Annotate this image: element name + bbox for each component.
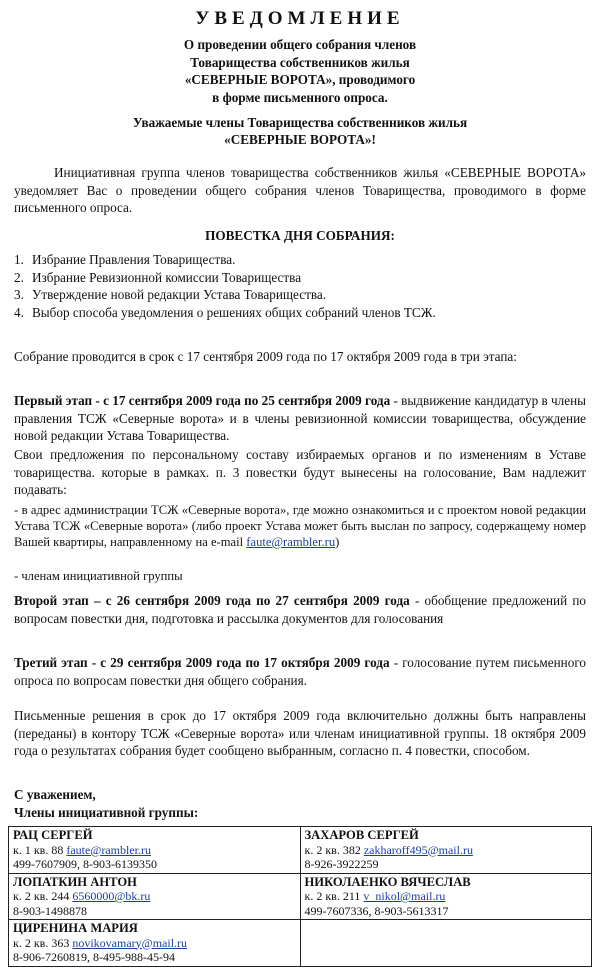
doc-title: УВЕДОМЛЕНИЕ [195,8,405,29]
intro-paragraph: Инициативная группа членов товарищества собственников жилья «СЕВЕРНЫЕ ВОРОТА» уведомляет Вас о проведении общего собрания членов Товарищества, проводимого в форме письменного опроса. [14,165,586,215]
contact-phone: 8-903-1498878 [13,903,87,918]
contact-apt: к. 2 кв. 363 [13,935,73,950]
contact-name: ЛОПАТКИН АНТОН [13,874,137,889]
stage-3-text: - голосование путем письменного опроса по вопросам повестки дня общего собрания. [14,655,586,688]
greeting-line-2: «СЕВЕРНЫЕ ВОРОТА»! [224,132,376,147]
contact-address [305,843,588,858]
table-row [9,827,592,874]
table-row [9,873,592,920]
subtitle-line-1: О проведении общего собрания членов [183,37,417,52]
stage-2-text: - обобщение предложений по вопросам повестки дня, подготовка и рассылка документов для голосования [14,593,586,626]
table-row [9,920,592,967]
email-link[interactable]: faute@rambler.ru [246,535,336,549]
contact-name: РАЦ СЕРГЕЙ [13,828,93,842]
contact-email[interactable]: faute@rambler.ru [66,842,152,857]
contact-email[interactable]: novikovamary@mail.ru [72,935,188,950]
subtitle-line-4: в форме письменного опроса. [212,90,388,105]
agenda-list [14,251,574,321]
agenda-text: Выбор способа уведомления о решениях общих собраний членов ТСЖ. [32,304,436,320]
agenda-num: 1. [14,252,24,267]
contact-cell [300,873,592,920]
agenda-heading: ПОВЕСТКА ДНЯ СОБРАНИЯ: [205,228,395,243]
signature-line-1: С уважением, [14,787,96,802]
contact-cell [9,827,301,874]
contact-apt: к. 2 кв. 382 [304,842,364,857]
contact-phone: 499-7607909, 8-903-6139350 [13,857,157,871]
bullet-end: ) [335,535,340,549]
contact-name: ЦИРЕНИНА МАРИЯ [13,921,138,935]
stage-1 [14,392,586,445]
empty-cell [300,920,592,967]
stage-2 [14,592,586,627]
contact-address [13,843,296,858]
contact-phone: 8-906-7260819, 8-495-988-45-94 [13,950,175,964]
contact-email[interactable]: 6560000@bk.ru [72,889,151,903]
contact-address [305,889,588,904]
contact-name: ЗАХАРОВ СЕРГЕЙ [304,828,419,842]
contact-cell [300,827,592,874]
schedule-intro: Собрание проводится в срок с 17 сентября 2009 года по 17 октября 2009 года в три этапа: [14,349,517,364]
agenda-item [14,304,574,322]
contact-cell [9,873,301,920]
stage-1-proposals: Свои предложения по персональному составу избираемых органов и по изменениям в Уставе товарищества. которые в рамках. п. 3 повестки будут вынесены на голосование, Вам надлежит подавать: [14,447,586,497]
subtitle-line-2: Товарищества собственников жилья [190,55,410,70]
agenda-num: 3. [14,287,24,302]
agenda-item [14,251,574,269]
contact-email[interactable]: zakharoff495@mail.ru [363,842,473,857]
stage-1-bullet-2: - членам инициативной группы [14,569,183,583]
agenda-num: 2. [14,269,24,285]
greeting-line-1: Уважаемые члены Товарищества собственников жилья [132,115,468,130]
stage-1-label: Первый этап - с 17 сентября 2009 года по 25 сентября 2009 года [14,393,391,408]
agenda-text: Утверждение новой редакции Устава Товарищества. [32,287,327,302]
agenda-num: 4. [14,304,24,320]
agenda-item [14,269,574,287]
contact-address [13,889,296,904]
contact-phone: 499-7607336, 8-903-5613317 [304,903,449,918]
agenda-text: Избрание Правления Товарищества. [32,252,236,267]
stage-1-bullet-1 [14,502,586,550]
contact-apt: к. 1 кв. 88 [13,842,67,857]
contact-name: НИКОЛАЕНКО ВЯЧЕСЛАВ [304,874,471,889]
contact-apt: к. 2 кв. 244 [13,889,73,903]
contact-email[interactable]: v_nikol@mail.ru [363,889,446,903]
subtitle-line-3: «СЕВЕРНЫЕ ВОРОТА», проводимого [184,72,416,87]
stage-2-label: Второй этап – с 26 сентября 2009 года по 27 сентября 2009 года [14,593,410,608]
agenda-text: Избрание Ревизионной комиссии Товарищества [32,269,302,285]
contact-apt: к. 2 кв. 211 [304,889,364,903]
contact-address [13,936,296,951]
stage-1-text: - выдвижение кандидатур в члены правления ТСЖ «Северные ворота» и в члены ревизионной комиссии товарищества, обсуждение новой редакции Устава Товарищества. [14,393,587,443]
bullet-text: - в адрес администрации ТСЖ «Северные ворота», где можно ознакомиться и с проектом новой редакции Устава ТСЖ «Северные ворота» (либо проект Устава может быть выслан по запросу, содержащему номер Вашей квартиры, направленному на e-mail [14,503,586,549]
contact-cell [9,920,301,967]
closing-paragraph: Письменные решения в срок до 17 октября 2009 года включительно должны быть направлены (переданы) в контору ТСЖ «Северные ворота» или членам инициативной группы. 18 октября 2009 года о результатах собрания будет сообщено выбранным, согласно п. 4 повестки, способом. [14,708,586,758]
stage-3-label: Третий этап - с 29 сентября 2009 года по 17 октября 2009 года [14,655,390,670]
stage-3 [14,654,586,689]
signature-line-2: Члены инициативной группы: [14,805,199,820]
contact-phone: 8-926-3922259 [304,857,379,871]
agenda-item [14,286,574,304]
contacts-table [8,826,592,967]
